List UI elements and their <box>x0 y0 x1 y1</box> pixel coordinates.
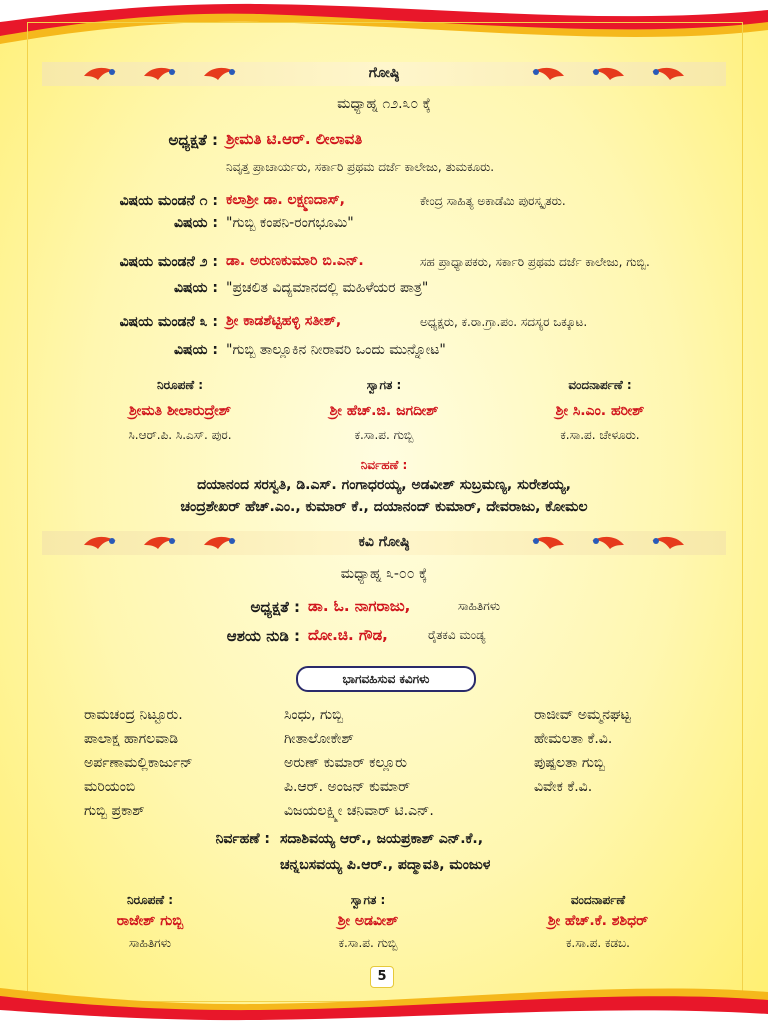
talk-2-speaker: ಡಾ. ಅರುಣಕುಮಾರಿ ಬಿ.ಎನ್. <box>226 253 364 269</box>
poet-name: ಅರುಣ್ ಕುಮಾರ್ ಕಲ್ಲೂರು <box>284 755 407 771</box>
poets-badge: ಭಾಗವಹಿಸುವ ಕವಿಗಳು <box>296 666 476 692</box>
role-2-1-place: ಸಾಹಿತಿಗಳು <box>128 936 172 950</box>
section-band-goshti <box>42 62 726 86</box>
talk-1-topic: "ಗುಬ್ಬಿ ಕಂಪನಿ-ರಂಗಭೂಮಿ" <box>226 215 354 231</box>
role-3-place: ಕ.ಸಾ.ಪ. ಚೇಳೂರು. <box>560 428 640 442</box>
role-2-1-name: ರಾಜೇಶ್ ಗುಬ್ಬಿ <box>116 913 184 929</box>
chair-2-label: ಅಧ್ಯಕ್ಷತೆ : <box>250 598 300 616</box>
management-line-1: ದಯಾನಂದ ಸರಸ್ವತಿ, ಡಿ.ಎಸ್. ಗಂಗಾಧರಯ್ಯ, ಅಡವೀಶ್ ಸುಬ್ರಮಣ್ಯ, ಸುರೇಶಯ್ಯ, <box>197 477 571 493</box>
section-title: ಕವಿ ಗೋಷ್ಠಿ <box>358 534 410 550</box>
management-2-title: ನಿರ್ವಹಣೆ : <box>215 831 270 847</box>
page-number: 5 <box>370 966 394 988</box>
poet-name: ಪಿ.ಆರ್. ಅಂಜನ್ ಕುಮಾರ್ <box>284 779 411 795</box>
talk-2-desc: ಸಹ ಪ್ರಾಧ್ಯಾಪಕರು, ಸರ್ಕಾರಿ ಪ್ರಥಮ ದರ್ಜೆ ಕಾಲೇಜು, ಗುಬ್ಬಿ. <box>420 255 650 269</box>
poet-name: ಪಾಲಾಕ್ಷ ಹಾಗಲವಾಡಿ <box>84 731 179 747</box>
role-2-2-name: ಶ್ರೀ ಅಡವೀಶ್ <box>337 913 399 929</box>
peacock-ornament-icon <box>530 62 566 86</box>
section-title: ಗೋಷ್ಠಿ <box>368 65 400 81</box>
talk-3-topic-label: ವಿಷಯ : <box>173 342 218 358</box>
talk-3-desc: ಅಧ್ಯಕ್ಷರು, ಕ.ರಾ.ಗ್ರಾ.ಪಂ. ಸದಸ್ಯರ ಒಕ್ಕೂಟ. <box>420 315 588 329</box>
talk-2-topic: "ಪ್ರಚಲಿತ ವಿದ್ಯಮಾನದಲ್ಲಿ ಮಹಿಳೆಯರ ಪಾತ್ರ" <box>226 280 429 296</box>
peacock-ornament-icon <box>590 62 626 86</box>
chair-desc: ನಿವೃತ್ತ ಪ್ರಾಚಾರ್ಯರು, ಸರ್ಕಾರಿ ಪ್ರಥಮ ದರ್ಜೆ ಕಾಲೇಜು, ತುಮಕೂರು. <box>226 160 495 174</box>
management-title: ನಿರ್ವಹಣೆ : <box>360 458 408 472</box>
chair-name: ಶ್ರೀಮತಿ ಟಿ.ಆರ್. ಲೀಲಾವತಿ <box>226 130 363 148</box>
role-3-name: ಶ್ರೀ ಸಿ.ಎಂ. ಹರೀಶ್ <box>555 403 645 419</box>
peacock-ornament-icon <box>650 62 686 86</box>
management-line-2: ಚಂದ್ರಶೇಖರ್ ಹೆಚ್.ಎಂ., ಕುಮಾರ್ ಕೆ., ದಯಾನಂದ್ ಕುಮಾರ್, ದೇವರಾಜು, ಕೋಮಲ <box>180 499 588 515</box>
poet-name: ಪುಷ್ಪಲತಾ ಗುಬ್ಬಿ <box>534 755 605 771</box>
talk-2-topic-label: ವಿಷಯ : <box>173 280 218 296</box>
session-time: ಮಧ್ಯಾಹ್ನ ೧೨.೩೦ ಕ್ಕೆ <box>337 96 431 112</box>
talk-3-label: ವಿಷಯ ಮಂಡನೆ ೩ : <box>119 314 218 330</box>
poet-name: ರಾಮಚಂದ್ರ ನಿಟ್ಟೂರು. <box>84 707 183 723</box>
talk-2-label: ವಿಷಯ ಮಂಡನೆ ೨ : <box>119 254 218 270</box>
session-2-time: ಮಧ್ಯಾಹ್ನ ೩-೦೦ ಕ್ಕೆ <box>340 566 428 582</box>
poet-name: ಸಿಂಧು, ಗುಬ್ಬಿ <box>284 707 344 723</box>
role-2-title: ಸ್ವಾಗತ : <box>366 378 402 392</box>
role-3-title: ವಂದನಾರ್ಪಣೆ : <box>568 378 632 392</box>
poet-name: ವಿಜಯಲಕ್ಷ್ಮೀ ಚನಿವಾರ್ ಟಿ.ಎನ್. <box>284 803 434 819</box>
role-2-3-name: ಶ್ರೀ ಹೆಚ್.ಕೆ. ಶಶಿಧರ್ <box>547 913 649 929</box>
poet-name: ಅರ್ಪಣಾಮಲ್ಲಿಕಾರ್ಜುನ್ <box>84 755 193 771</box>
role-2-3-place: ಕ.ಸಾ.ಪ. ಕಡಬ. <box>566 936 630 950</box>
peacock-ornament-icon <box>530 531 566 555</box>
role-2-2-place: ಕ.ಸಾ.ಪ. ಗುಬ್ಬಿ <box>338 936 398 950</box>
role-2-1-title: ನಿರೂಪಣೆ : <box>126 893 174 907</box>
poet-name: ರಾಜೀವ್ ಅಮ್ಮನಘಟ್ಟ <box>534 707 631 723</box>
chair-2-name: ಡಾ. ಓ. ನಾಗರಾಜು, <box>308 597 411 615</box>
peacock-ornament-icon <box>650 531 686 555</box>
keynote-desc: ರೈತಕವಿ ಮಂಡ್ಯ <box>428 628 486 642</box>
chair-2-desc: ಸಾಹಿತಿಗಳು <box>458 599 501 613</box>
chair-label: ಅಧ್ಯಕ್ಷತೆ : <box>168 131 218 149</box>
talk-3-speaker: ಶ್ರೀ ಕಾಡಶೆಟ್ಟಿಹಳ್ಳಿ ಸತೀಶ್, <box>226 313 342 329</box>
talk-1-desc: ಕೇಂದ್ರ ಸಾಹಿತ್ಯ ಅಕಾಡೆಮಿ ಪುರಸ್ಕೃತರು. <box>420 194 566 208</box>
role-1-title: ನಿರೂಪಣೆ : <box>156 378 204 392</box>
role-1-place: ಸಿ.ಆರ್.ಪಿ. ಸಿ.ಎಸ್. ಪುರ. <box>128 428 232 442</box>
talk-1-topic-label: ವಿಷಯ : <box>173 215 218 231</box>
poet-name: ಗೀತಾಲೋಕೇಶ್ <box>284 731 354 747</box>
poet-name: ಮರಿಯಂಬಿ <box>84 779 136 795</box>
role-1-name: ಶ್ರೀಮತಿ ಶೀಲಾರುದ್ರೇಶ್ <box>129 403 231 419</box>
keynote-label: ಆಶಯ ನುಡಿ : <box>226 627 300 645</box>
role-2-name: ಶ್ರೀ ಹೆಚ್.ಜಿ. ಜಗದೀಶ್ <box>329 403 439 419</box>
peacock-ornament-icon <box>590 531 626 555</box>
poet-name: ವಿವೇಕ ಕೆ.ವಿ. <box>534 779 593 795</box>
role-2-place: ಕ.ಸಾ.ಪ. ಗುಬ್ಬಿ <box>354 428 414 442</box>
role-2-3-title: ವಂದನಾರ್ಪಣೆ <box>570 893 626 907</box>
management-2-line-2: ಚನ್ನಬಸವಯ್ಯ ಪಿ.ಆರ್., ಪದ್ಮಾವತಿ, ಮಂಜುಳ <box>280 857 491 873</box>
poet-name: ಹೇಮಲತಾ ಕೆ.ವಿ. <box>534 731 613 747</box>
management-2-line-1: ಸದಾಶಿವಯ್ಯ ಆರ್., ಜಯಪ್ರಕಾಶ್ ಎನ್.ಕೆ., <box>280 831 484 847</box>
talk-3-topic: "ಗುಬ್ಬಿ ತಾಲ್ಲೂಕಿನ ನೀರಾವರಿ ಒಂದು ಮುನ್ನೋಟ" <box>226 342 446 358</box>
talk-1-speaker: ಕಲಾಶ್ರೀ ಡಾ. ಲಕ್ಷ್ಮಣದಾಸ್, <box>226 192 346 208</box>
poet-name: ಗುಬ್ಬಿ ಪ್ರಕಾಶ್ <box>84 803 145 819</box>
keynote-name: ದೋ.ಚಿ. ಗೌಡ, <box>308 626 388 644</box>
section-band-kavi-goshti <box>42 531 726 555</box>
talk-1-label: ವಿಷಯ ಮಂಡನೆ ೧ : <box>119 193 218 209</box>
role-2-2-title: ಸ್ವಾಗತ : <box>350 893 386 907</box>
